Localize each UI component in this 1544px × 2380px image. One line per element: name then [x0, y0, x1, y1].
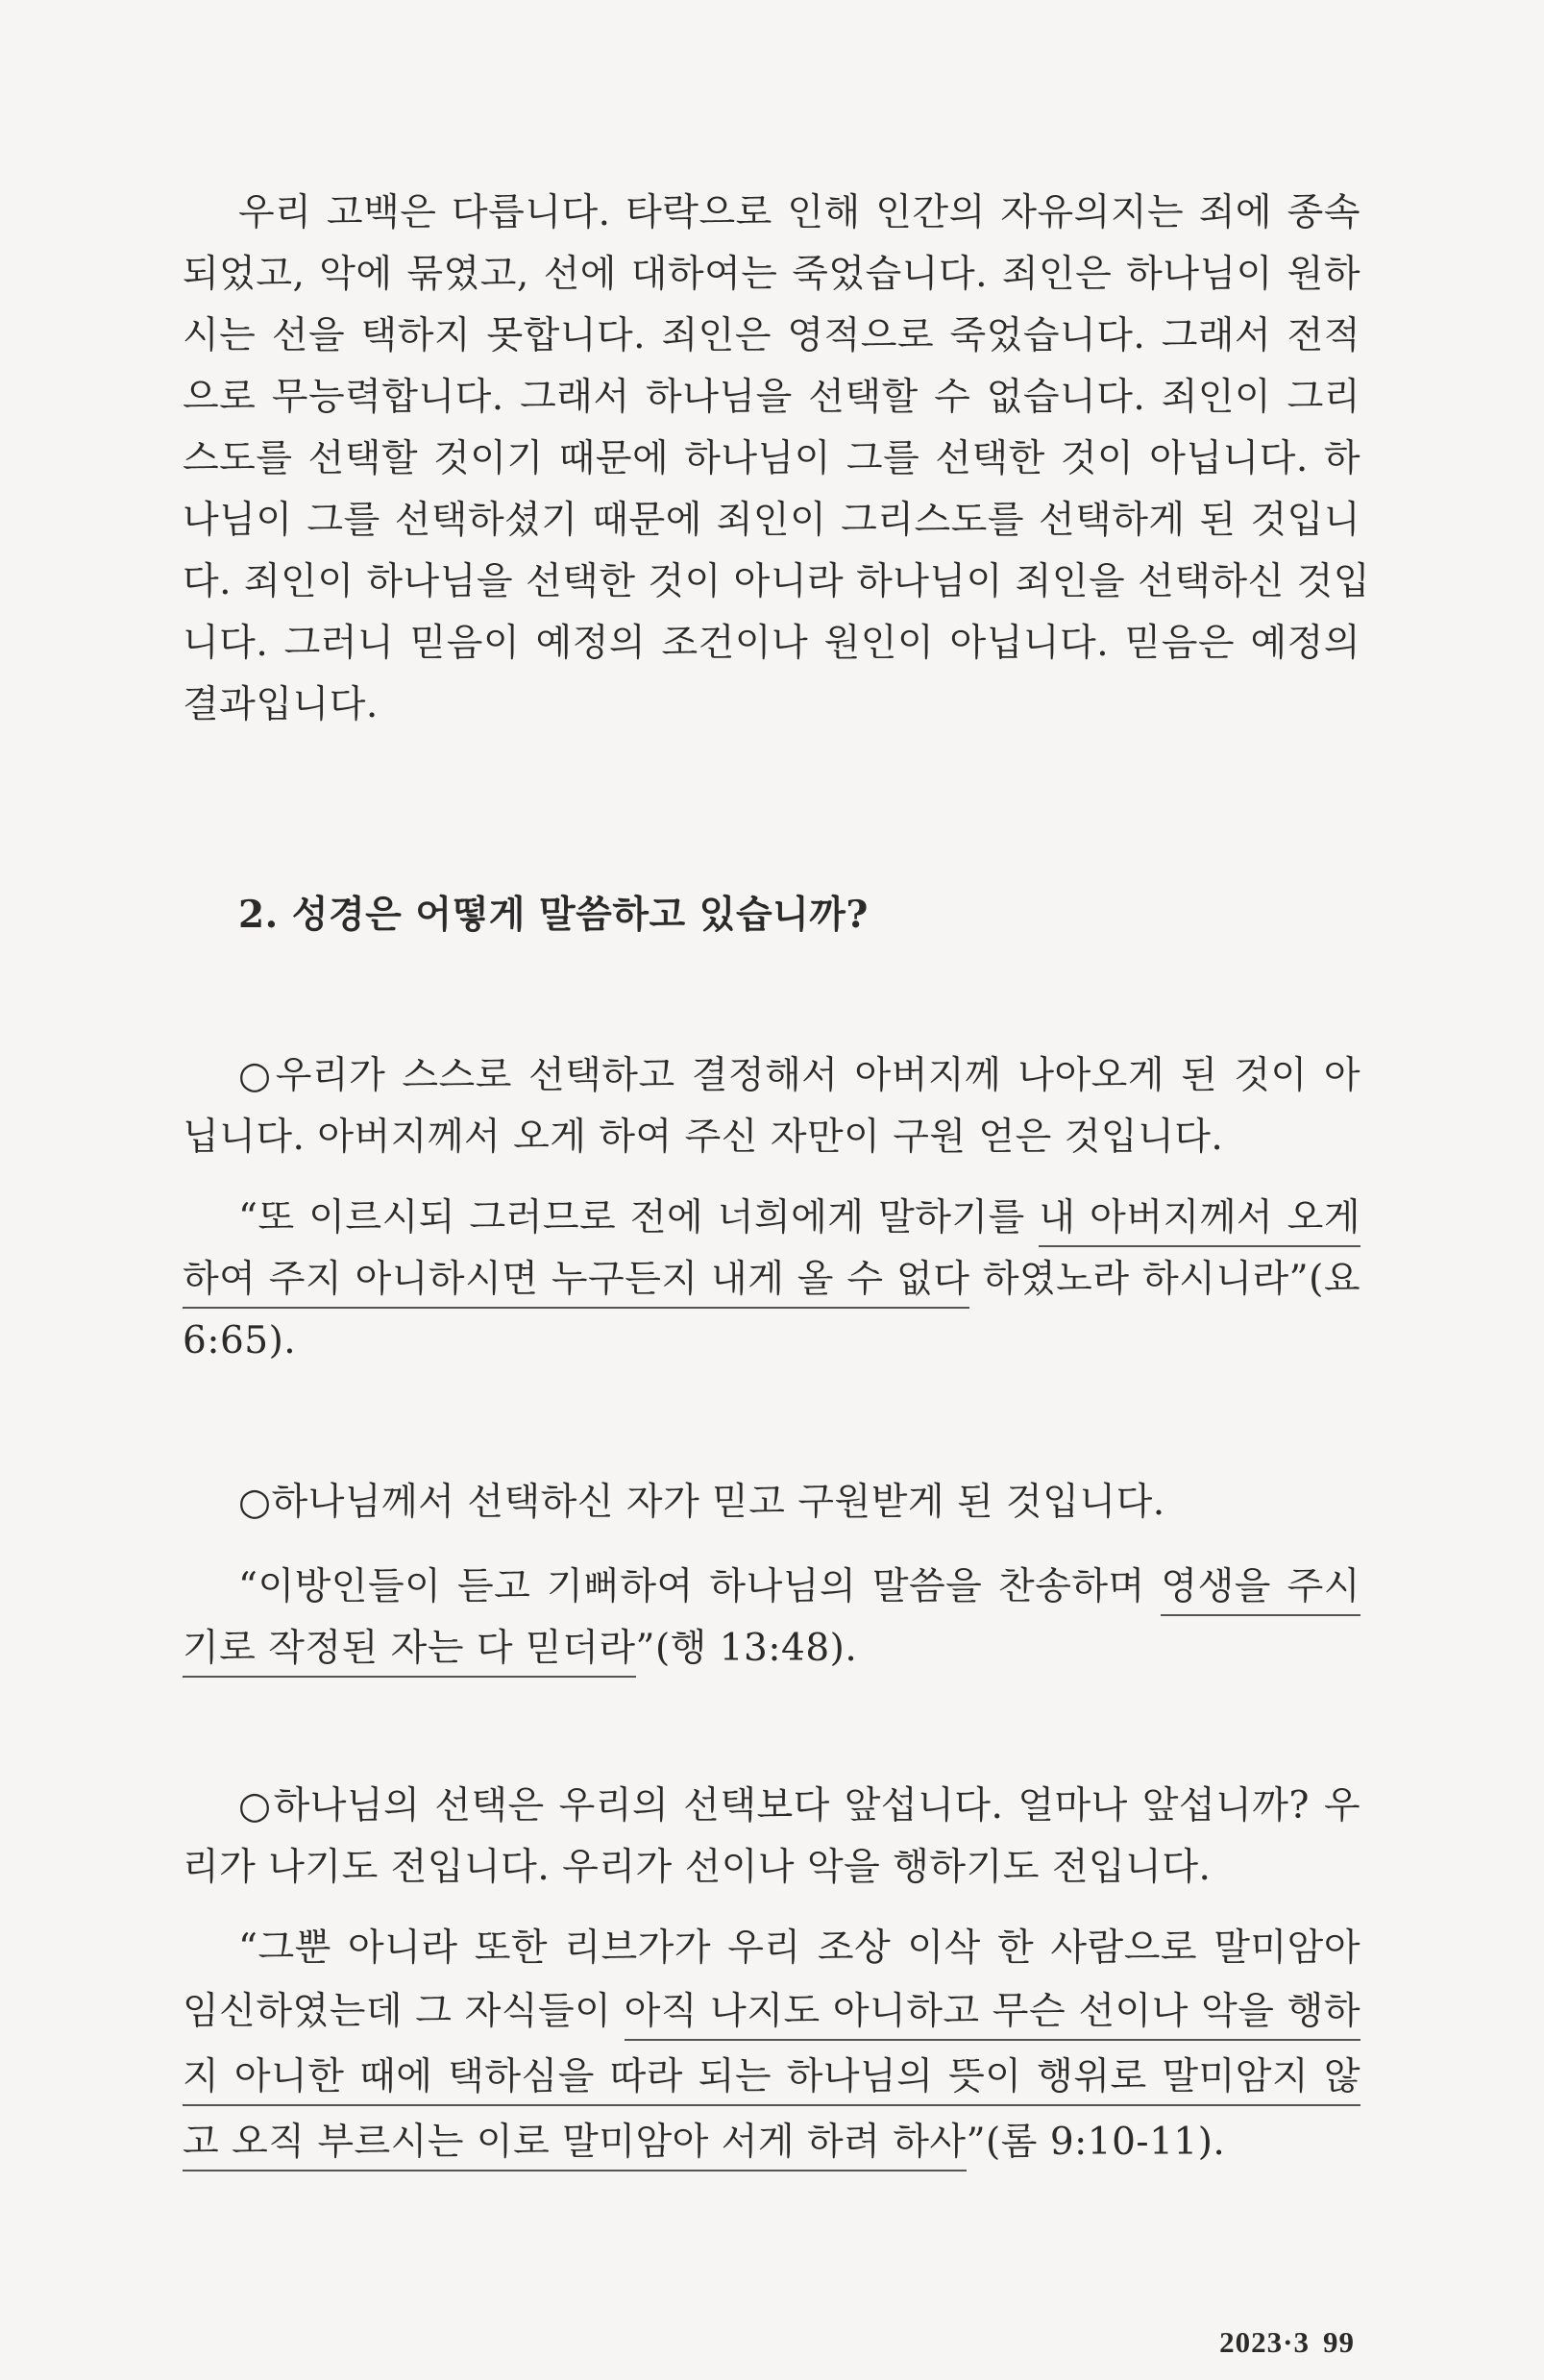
- body-text-line: 결과입니다.: [183, 683, 379, 726]
- underlined-text: 고 오직 부르시는 이로 말미암아 서게 하려 하사: [183, 2121, 967, 2171]
- underlined-text: 지 아니한 때에 택하심을 따라 되는 하나님의 뜻이 행위로 말미암지 않: [183, 2055, 1360, 2106]
- body-text-line: 닙니다. 아버지께서 오게 하여 주신 자만이 구원 얻은 것입니다.: [183, 1116, 1224, 1159]
- body-text-line: ○하나님의 선택은 우리의 선택보다 앞섭니다. 얼마나 앞섭니까? 우: [238, 1784, 1360, 1828]
- quote-text: “또 이르시되 그러므로 전에 너희에게 말하기를: [238, 1196, 1040, 1239]
- scripture-quote-line: 6:65).: [183, 1319, 297, 1362]
- scripture-quote-line: [183, 2047, 1360, 2108]
- issue-date: 2023·3: [1219, 2325, 1310, 2359]
- underlined-text: 기로 작정된 자는 다 믿더라: [183, 1627, 636, 1678]
- body-text-line: ○하나님께서 선택하신 자가 믿고 구원받게 된 것입니다.: [238, 1481, 1165, 1524]
- quote-text: ”(롬 9:10-11).: [966, 2121, 1226, 2164]
- scripture-quote-line: [238, 1188, 1360, 1249]
- body-text-line: 니다. 그러니 믿음이 예정의 조건이나 원인이 아닙니다. 믿음은 예정의: [183, 622, 1360, 665]
- body-text-line: 스도를 선택할 것이기 때문에 하나님이 그를 선택한 것이 아닙니다. 하: [183, 437, 1360, 480]
- quote-text: “이방인들이 듣고 기뻐하여 하나님의 말씀을 찬송하며: [238, 1565, 1162, 1608]
- scripture-quote-line: [183, 2112, 1360, 2173]
- underlined-text: 하여 주지 아니하시면 누구든지 내게 올 수 없다: [183, 1258, 969, 1309]
- scripture-quote-line: “그뿐 아니라 또한 리브가가 우리 조상 이삭 한 사람으로 말미암아: [238, 1926, 1360, 1970]
- page-number: 99: [1323, 2325, 1355, 2359]
- underlined-text: 아직 나지도 아니하고 무슨 선이나 악을 행하: [625, 1990, 1360, 2041]
- scripture-quote-line: [238, 1557, 1360, 1618]
- quote-text: 임신하였는데 그 자식들이: [183, 1990, 625, 2033]
- body-text-line: 으로 무능력합니다. 그래서 하나님을 선택할 수 없습니다. 죄인이 그리: [183, 376, 1360, 419]
- body-text-line: 다. 죄인이 하나님을 선택한 것이 아니라 하나님이 죄인을 선택하신 것입: [183, 560, 1371, 603]
- quote-text: 하였노라 하시니라”(요: [969, 1258, 1360, 1301]
- section-heading: 2. 성경은 어떻게 말씀하고 있습니까?: [238, 893, 869, 937]
- scripture-quote-line: [183, 1249, 1360, 1311]
- quote-text: ”(행 13:48).: [635, 1627, 858, 1670]
- body-text-line: 리가 나기도 전입니다. 우리가 선이나 악을 행하기도 전입니다.: [183, 1846, 1212, 1889]
- body-text-line: 나님이 그를 선택하셨기 때문에 죄인이 그리스도를 선택하게 된 것입니: [183, 499, 1360, 542]
- body-text-line: ○우리가 스스로 선택하고 결정해서 아버지께 나아오게 된 것이 아: [238, 1054, 1360, 1097]
- body-text-line: 되었고, 악에 묶였고, 선에 대하여는 죽었습니다. 죄인은 하나님이 원하: [183, 253, 1360, 296]
- scripture-quote-line: [183, 1618, 1360, 1680]
- underlined-text: 내 아버지께서 오게: [1039, 1196, 1360, 1247]
- scripture-quote-line: [183, 1981, 1360, 2043]
- page-folio: [1206, 2325, 1355, 2360]
- body-text-line: 우리 고백은 다릅니다. 타락으로 인해 인간의 자유의지는 죄에 종속: [238, 191, 1360, 234]
- underlined-text: 영생을 주시: [1161, 1565, 1360, 1616]
- body-text-line: 시는 선을 택하지 못합니다. 죄인은 영적으로 죽었습니다. 그래서 전적: [183, 314, 1360, 357]
